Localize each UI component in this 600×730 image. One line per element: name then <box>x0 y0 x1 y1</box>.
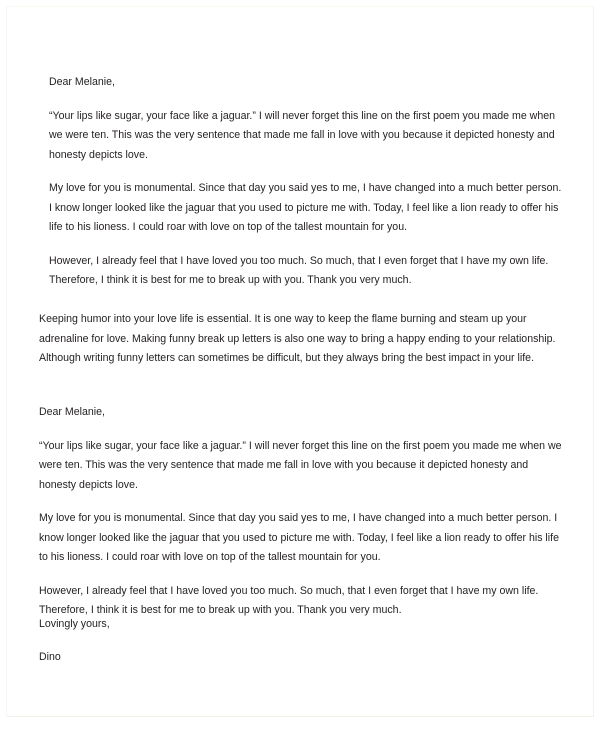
letter-two-closing: Lovingly yours, <box>39 618 110 630</box>
letter-two-signoff <box>39 615 562 667</box>
letter-one-paragraph-2: My love for you is monumental. Since that day you said yes to me, I have changed into a much better person. I know longer looked like the jaguar that you used to picture me with. Today, I feel like a lion ready to offer his life to his lioness. I could roar with love on top of the tallest mountain for you. <box>49 182 562 233</box>
commentary-paragraph-1: Keeping humor into your love life is essential. It is one way to keep the flame burning and steam up your adrenaline for love. Making funny break up letters is also one way to bring a happy ending to your relationship. Although writing funny letters can sometimes be difficult, but they always bring the best impact in your life. <box>39 313 556 364</box>
document-body <box>7 7 593 716</box>
letter-block-one <box>49 73 562 291</box>
letter-two-paragraph-2: My love for you is monumental. Since that day you said yes to me, I have changed into a much better person. I know longer looked like the jaguar that you used to picture me with. Today, I feel like a lion ready to offer his life to his lioness. I could roar with love on top of the tallest mountain for you. <box>39 512 559 563</box>
letter-one-paragraph-1: “Your lips like sugar, your face like a jaguar.” I will never forget this line on the first poem you made me when we were ten. This was the very sentence that made me fall in love with you because it depicted honesty and honesty depicts love. <box>49 109 556 161</box>
letter-one-paragraph-3: However, I already feel that I have loved you too much. So much, that I even forget that I have my own life. Therefore, I think it is best for me to break up with you. Thank you very much. <box>49 254 549 286</box>
letter-two-signature: Dino <box>39 650 61 663</box>
letter-one-salutation: Dear Melanie, <box>49 76 115 88</box>
commentary-block <box>39 310 562 369</box>
letter-two-salutation: Dear Melanie, <box>39 406 105 418</box>
document-page <box>6 6 594 717</box>
letter-block-two <box>39 403 562 621</box>
letter-two-paragraph-1: “Your lips like sugar, your face like a jaguar.” I will never forget this line on the first poem you made me when we were ten. This was the very sentence that made me fall in love with you because it depicted honesty and honesty depicts love. <box>39 439 562 491</box>
letter-two-paragraph-3: However, I already feel that I have loved you too much. So much, that I even forget that I have my own life. Therefore, I think it is best for me to break up with you. Thank you very much. <box>39 584 539 616</box>
